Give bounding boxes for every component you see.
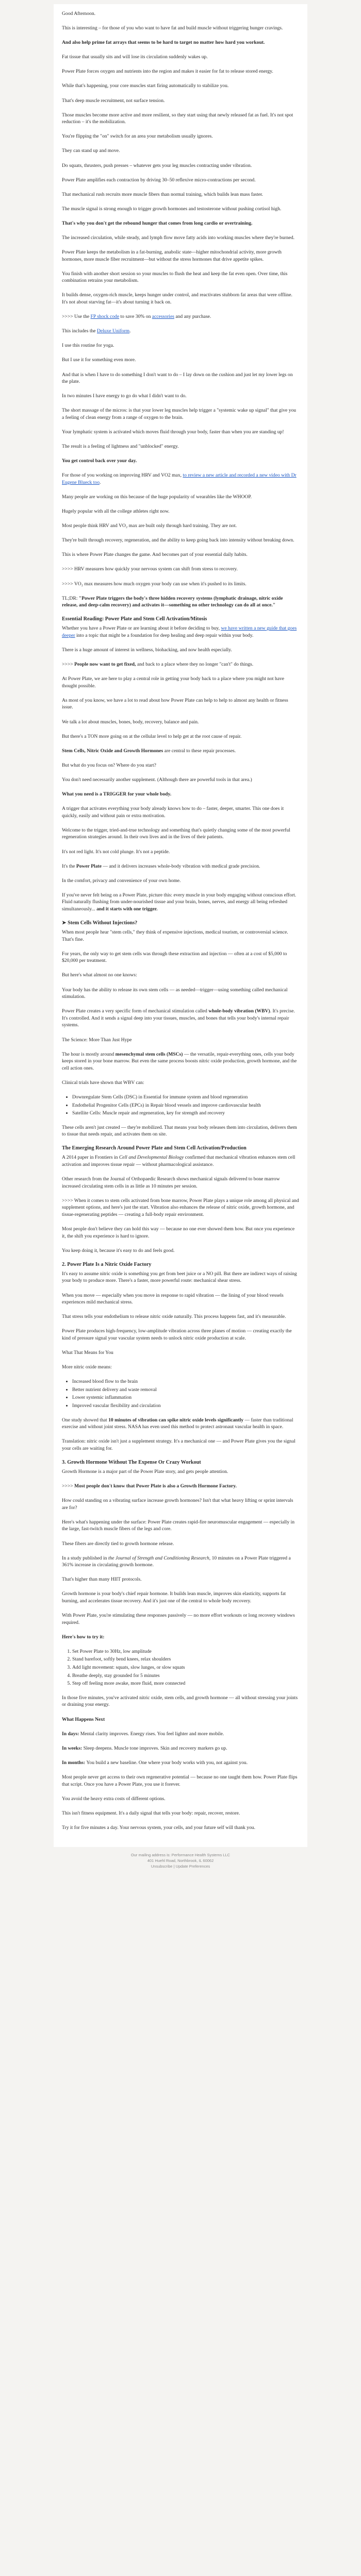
- text: , 10 minutes on a Power Plate triggered a 361% increase in circulating growth hormone.: [62, 1555, 291, 1568]
- text: mesenchymal stem cells (MSCs): [115, 1051, 183, 1057]
- paragraph: >>>> VO₂ max measures how much oxygen your body can use when it's pushed to its limits.: [62, 581, 247, 587]
- bullet-list: [72, 1094, 299, 1117]
- paragraph: What That Means for You: [62, 1350, 113, 1356]
- text: into a topic that might be a foundation for deep healing and deep repair within your body.: [75, 632, 254, 638]
- text: 10 minutes of vibration can spike nitric oxide levels significantly: [108, 1417, 244, 1423]
- paragraph: But there's a TON more going on at the cellular level to help get at the root cause of repair.: [62, 733, 242, 739]
- paragraph: I use this routine for yoga.: [62, 343, 114, 349]
- text: .: [129, 328, 131, 334]
- list-item: • Better nutrient delivery and waste removal: [72, 1386, 299, 1394]
- paragraph: When you move — especially when you move in response to rapid vibration — the lining of your blood vessels experiences mild mechanical stress.: [62, 1292, 284, 1306]
- paragraph: The increased circulation, while steady, and lymph flow move fatty acids into working muscles where they're burned.: [62, 235, 295, 241]
- paragraph: Translation: nitric oxide isn't just a supplement strategy. It's a mechanical one — and Power Plate gives you the signal your cells are waiting for.: [62, 1438, 296, 1451]
- text: confirmed that mechanical vibration enhances stem cell activation and improves tissue repair — without pharmacological assistance.: [62, 1155, 296, 1168]
- paragraph: That mechanical rush recruits more muscle fibers than normal training, which builds lean mass faster.: [62, 191, 264, 197]
- paragraph: Many people are working on this because of the huge popularity of wearables like the WHOOP.: [62, 494, 252, 500]
- text: One study showed that: [62, 1417, 109, 1423]
- paragraph: Clinical trials have shown that WBV can:: [62, 1079, 144, 1086]
- paragraph: Do squats, thrusters, push presses – whatever gets your leg muscles contracting under vibration.: [62, 162, 252, 168]
- paragraph: [62, 328, 299, 335]
- paragraph: [62, 1008, 299, 1029]
- paragraph: You avoid the heavy extra costs of different options.: [62, 1795, 166, 1802]
- paragraph: There is a huge amount of interest in wellness, biohacking, and now health especially.: [62, 647, 232, 653]
- numbered-list: [72, 1648, 299, 1687]
- text: People now want to get fixed,: [74, 662, 136, 668]
- bullet-list: [72, 1378, 299, 1409]
- paragraph: [62, 625, 299, 639]
- paragraph: In the comfort, privacy and convenience of your own home.: [62, 877, 181, 884]
- paragraph: A trigger that activates everything your body already knows how to do – faster, deeper, smarter. This one does it quickly, easily and without pain or extra motivation.: [62, 806, 284, 819]
- text: Cell and Developmental Biology: [119, 1155, 184, 1161]
- paragraph: The short massage of the micros: is that your lower leg muscles help trigger a "systemic wake up signal" that give you a feeling of clean energy from a range of oxygen to the brain.: [62, 408, 297, 420]
- paragraph: You keep doing it, because it's easy to do and feels good.: [62, 1247, 175, 1253]
- text: In days:: [62, 1731, 80, 1737]
- paragraph: [62, 892, 299, 913]
- paragraph: That's higher than many HIIT protocols.: [62, 1577, 142, 1583]
- paragraph: The Science: More Than Just Hype: [62, 1037, 132, 1043]
- section-heading: The Emerging Research Around Power Plate and Stem Cell Activation/Production: [62, 1145, 247, 1151]
- paragraph: [62, 1555, 299, 1569]
- paragraph: These fibers are directly tied to growth hormone release.: [62, 1540, 174, 1547]
- paragraph: They can stand up and move.: [62, 148, 120, 154]
- paragraph: Power Plate amplifies each contraction by driving 30–50 reflexive micro-contractions per second.: [62, 177, 256, 183]
- paragraph: [62, 472, 299, 486]
- paragraph: Fat tissue that usually sits and will lose its circulation suddenly wakes up.: [62, 54, 208, 60]
- paragraph: [62, 595, 299, 609]
- paragraph: And also help prime fat arrays that seems to be hard to target no matter how hard you workout.: [62, 40, 265, 46]
- text: Most people don't know that Power Plate is also a Growth Hormone Factory.: [74, 1483, 237, 1489]
- paragraph: [62, 1745, 299, 1752]
- paragraph: This is where Power Plate changes the game. And becomes part of your essential daily habits.: [62, 552, 248, 558]
- list-item: • Downregulate Stem Cells (DSC) in Essential for immune system and blood regeneration: [72, 1094, 299, 1101]
- paragraph: [62, 1417, 299, 1431]
- paragraph: That's deep muscle recruitment, not surface tension.: [62, 97, 165, 104]
- paragraph: Most people never get access to their own regenerative potential — because no one taught them how. Power Plate flips that script. Once you have a Power Plate, you use it forever.: [62, 1774, 298, 1787]
- paragraph: You're flipping the "on" switch for an area your metabolism usually ignores.: [62, 133, 213, 140]
- email-footer: [0, 1852, 361, 1869]
- paragraph: More nitric oxide means:: [62, 1364, 112, 1370]
- section-heading: Essential Reading: Power Plate and Stem Cell Activation/Mitosis: [62, 616, 207, 622]
- paragraph: Those muscles become more active and more resilient, so they start using that newly released fat as fuel. It's not spot reduction – it's the mobilization.: [62, 112, 293, 125]
- paragraph: Welcome to the trigger, tried-and-true technology and something that's quietly changing some of the most powerful regeneration strategies around. In their own lives and in the lives of their patients.: [62, 827, 290, 840]
- paragraph: While that's happening, your core muscles start firing automatically to stabilize you.: [62, 83, 229, 89]
- text: This includes the: [62, 328, 97, 334]
- paragraph: That stress tells your endothelium to release nitric oxide naturally. This process happens fast, and it's measurable.: [62, 1314, 286, 1320]
- footer-address: Our mailing address is: Performance Health Systems LLC: [130, 1852, 231, 1857]
- promo-code-link[interactable]: FP shock code: [90, 314, 120, 320]
- list-item: 2. Stand barefoot, softly bend knees, relax shoulders: [72, 1656, 299, 1663]
- paragraph: Growth hormone is your body's chief repair hormone. It builds lean muscle, improves skin elasticity, supports fat burning, and accelerates tissue recovery. And it's just one of the central to whole body recovery.: [62, 1591, 286, 1604]
- list-item: 5. Step off feeling more awake, more fluid, more connected: [72, 1680, 299, 1687]
- tldr-text: "Power Plate triggers the body's three hidden recovery systems (lymphatic drainage, nitric oxide release, and deep-calm recovery) and activates it—something no other technology can do all at once.": [62, 595, 283, 608]
- text: For those of you working on improving HRV and VO2 max,: [62, 472, 183, 479]
- paragraph: It builds dense, oxygen-rich muscle, keeps hunger under control, and reactivates stubborn fat areas that were offline. It's not about starving fat—it's about turning it back on.: [62, 292, 292, 306]
- text: >>>>: [62, 1483, 75, 1489]
- text: TL;DR:: [62, 595, 79, 601]
- list-item: • Improved vascular flexibility and circulation: [72, 1402, 299, 1410]
- paragraph: Power Plate produces high-frequency, low-amplitude vibration across three planes of motion — creating exactly the kind of pressure signal your vascular system needs to unlock nitric oxide production at scale.: [62, 1328, 292, 1341]
- text: If you've never felt being on a Power Plate, picture this: every muscle in your body engaging without conscious effort. Fluid naturally flushing from under-nourished tissue and your brain, bones, nerves, and energy all being refreshed simultaneously...: [62, 892, 297, 912]
- paragraph: Your body has the ability to release its own stem cells — as needed—trigger—using something called mechanical stimulation.: [62, 987, 288, 1000]
- text: Power Plate creates a very specific form of mechanical stimulation called: [62, 1008, 209, 1014]
- paragraph: Other research from the Journal of Orthopaedic Research shows mechanical signals delivered to bone marrow increased circulating stem cells in as little as 10 minutes per session.: [62, 1176, 280, 1189]
- paragraph: You finish with another short session so your muscles to flush the heat and keep the fat even open. Over time, this combination retrains your metabolism.: [62, 270, 288, 284]
- paragraph: As most of you know, we have a lot to read about how Power Plate can help to help to almost any health or fitness issue.: [62, 697, 288, 710]
- email-body: [54, 4, 307, 1847]
- accessories-link[interactable]: accessories: [152, 314, 174, 320]
- paragraph: This is interesting – for those of you who want to have fat and build muscle without triggering hunger cravings.: [62, 25, 283, 31]
- paragraph: [62, 748, 299, 755]
- text: In weeks:: [62, 1745, 84, 1751]
- paragraph: [62, 661, 299, 668]
- paragraph: Most people think HRV and VO₂ max are built only through hard training. They are not.: [62, 523, 237, 529]
- text: are central to these repair processes.: [163, 748, 236, 754]
- paragraph: We talk a lot about muscles, bones, body, recovery, balance and pain.: [62, 719, 199, 725]
- text: The hour is mostly around: [62, 1051, 116, 1057]
- text: — faster than traditional exercise and without joint stress. NASA has even used this method to protect astronaut vascular health in space.: [62, 1417, 293, 1430]
- paragraph: Your lymphatic system is activated which moves fluid through your body, faster than when you are standing up!: [62, 429, 284, 435]
- paragraph: Hugely popular with all the college athletes right now.: [62, 509, 170, 515]
- paragraph: >>>> HRV measures how quickly your nervous system can shift from stress to recovery.: [62, 566, 238, 572]
- section-heading: 3. Growth Hormone Without The Expense Or Crazy Workout: [62, 1459, 201, 1465]
- text: and back to a place where they no longer "can't" do things.: [136, 662, 254, 668]
- paragraph: What you need is a TRIGGER for your whole body.: [62, 791, 172, 798]
- text: Whether you have a Power Plate or are learning about it before deciding to buy,: [62, 625, 221, 632]
- text: A 2014 paper in Frontiers in: [62, 1155, 119, 1161]
- section-heading: What Happens Next: [62, 1716, 105, 1722]
- paragraph: These cells aren't just created — they're mobilized. That means your body releases them into circulation, delivers them to tissue that needs repair, and activates them on site.: [62, 1124, 297, 1138]
- paragraph: [62, 863, 299, 870]
- list-item: • Endothelial Progenitor Cells (EPCs) in Repair blood vessels and improve cardiovascular health: [72, 1102, 299, 1109]
- greeting: Good Afternoon.: [62, 11, 96, 16]
- text: — the versatile, repair-everything ones, cells your body keeps stored in your bone marrow. But even the same process boosts nitric oxide production, growth hormone, and the cell action ones.: [62, 1051, 297, 1071]
- paragraph: Power Plate keeps the metabolism in a fat-burning, anabolic state—higher mitochondrial activity, more growth hormones, more muscle fiber recruitment—but without the stress hormones that drive appetite spikes.: [62, 249, 282, 262]
- paragraph: Try it for five minutes a day. Your nervous system, your cells, and your future self will thank you.: [62, 1824, 255, 1831]
- paragraph: At Power Plate, we are here to play a central role in getting your body back to a place where you might not have thought possible.: [62, 676, 285, 689]
- paragraph: In two minutes I have energy to go do what I didn't want to do.: [62, 393, 187, 399]
- list-item: • Lower systemic inflammation: [72, 1394, 299, 1401]
- paragraph: They're built through recovery, regeneration, and the ability to keep going back into intensity without breaking down.: [62, 537, 294, 544]
- paragraph: Power Plate forces oxygen and nutrients into the region and makes it easier for fat to release stored energy.: [62, 69, 273, 75]
- paragraph: [62, 1483, 299, 1490]
- section-heading: Here's how to try it:: [62, 1634, 105, 1640]
- paragraph: But here's what almost no one knows:: [62, 972, 137, 978]
- text: It's the: [62, 863, 76, 869]
- paragraph: Here's what's happening under the surface: Power Plate creates rapid-fire neuromuscular engagement — especially in the large, fast-twitch muscle fibers of the legs and core.: [62, 1519, 294, 1532]
- list-item: 1. Set Power Plate to 30Hz, low amplitude: [72, 1648, 299, 1655]
- paragraph: The muscle signal is strong enough to trigger growth hormones and testosterone without pushing cortisol high.: [62, 206, 282, 212]
- paragraph: You don't need necessarily another supplement. (Although there are powerful tools in that area.): [62, 776, 252, 783]
- text: >>>>: [62, 662, 75, 668]
- text: In months:: [62, 1759, 87, 1766]
- text: You build a new baseline. One where your body works with you, not against you.: [86, 1759, 248, 1766]
- text: Sleep deepens. Muscle tone improves. Skin and recovery markers go up.: [83, 1745, 227, 1751]
- text: . It's precise. It's controlled. And it sends a signal deep into your tissues, muscles, and bones that tells your body's internal repair systems.: [62, 1008, 295, 1028]
- article-video-link[interactable]: to review a new article and recorded a new video with Dr Eugene Blueck too: [62, 472, 297, 485]
- section-heading: You get control back over your day.: [62, 458, 137, 464]
- paragraph: For years, the only way to get stem cells was through these extraction and injection — often at a cost of $5,000 to $20,000 per treatment.: [62, 951, 287, 964]
- footer-links[interactable]: Unsubscribe | Update Preferences: [151, 1863, 210, 1869]
- text: and any purchase.: [174, 314, 211, 320]
- paragraph: [62, 1759, 299, 1767]
- list-item: • Increased blood flow to the brain: [72, 1378, 299, 1385]
- text: — and it delivers increases whole-body vibration with medical grade precision.: [101, 863, 260, 869]
- text: Stem Cells, Nitric Oxide and Growth Hormones: [62, 748, 163, 754]
- paragraph: And that is when I have to do something I don't want to do – I lay down on the cushion and just let my lower legs on the plate.: [62, 371, 293, 385]
- section-heading: ➤ Stem Cells Without Injections?: [62, 920, 138, 926]
- text: In a study published in: [62, 1555, 108, 1561]
- text: to save 30% on: [119, 314, 152, 320]
- text: whole-body vibration (WBV): [208, 1008, 270, 1014]
- deluxe-uniform-link[interactable]: Deluxe Uniform: [96, 328, 130, 334]
- text: .: [100, 479, 101, 485]
- paragraph: [62, 313, 299, 320]
- text: Mental clarity improves. Energy rises. You feel lighter and more mobile.: [80, 1731, 224, 1737]
- paragraph: That's why you don't get the rebound hunger that comes from long cardio or overtraining.: [62, 220, 253, 226]
- paragraph: [62, 1154, 299, 1168]
- paragraph: It's not red light. It's not cold plunge. It's not a peptide.: [62, 849, 170, 855]
- paragraph: Growth Hormone is a major part of the Power Plate story, and gets people attention.: [62, 1468, 228, 1475]
- paragraph: But I use it for something even more.: [62, 357, 136, 363]
- section-heading: 2. Power Plate Is a Nitric Oxide Factory: [62, 1261, 152, 1267]
- paragraph: [62, 1051, 299, 1072]
- text: >>>> Use the: [62, 314, 91, 320]
- paragraph: But what do you focus on? Where do you start?: [62, 762, 156, 768]
- paragraph: How could standing on a vibrating surface increase growth hormones? Isn't that what heavy lifting or sprint intervals are for?: [62, 1498, 293, 1511]
- text: Power Plate: [76, 863, 102, 869]
- paragraph: This isn't fitness equipment. It's a daily signal that tells your body: repair, recover, restore.: [62, 1810, 240, 1816]
- paragraph: With Power Plate, you're stimulating these responses passively — no more effort workouts or long recovery windows required.: [62, 1613, 295, 1625]
- paragraph: >>>> When it comes to stem cells activated from bone marrow, Power Plate plays a unique role among all physical and supplement options, and here's just the start. Vibration also enhances the release of nitric oxide, growth hormone, and tissue-regenerating peptides — creating a full-body repair environment.: [62, 1197, 299, 1217]
- list-item: 3. Add light movement: squats, slow lunges, or slow squats: [72, 1664, 299, 1671]
- paragraph: When most people hear "stem cells," they think of expensive injections, medical tourism, or controversial science. That's fine.: [62, 929, 288, 942]
- paragraph: [62, 1731, 299, 1738]
- text: and it starts with one trigger.: [96, 906, 158, 912]
- paragraph: It's easy to assume nitric oxide is something you get from beet juice or a NO pill. But there are indirect ways of raising your body to produce more. There's a faster, more powerful route: mechanical shear stress.: [62, 1270, 297, 1284]
- list-item: 4. Breathe deeply, stay grounded for 5 minutes: [72, 1672, 299, 1680]
- paragraph: Most people don't believe they can hold this way — because no one ever showed them how. But once you experience it, the shift you experience is hard to ignore.: [62, 1226, 295, 1239]
- footer-address: 401 Huehl Road, Northbrook, IL 60062: [147, 1858, 214, 1863]
- paragraph: The result is a feeling of lightness and "unblocked" energy.: [62, 444, 179, 450]
- text: the Journal of Strength and Conditioning Research: [108, 1555, 209, 1561]
- guide-link[interactable]: we have written a new guide that goes deeper: [62, 625, 297, 638]
- paragraph: In those five minutes, you've activated nitric oxide, stem cells, and growth hormone — all without stressing your joints or draining your energy.: [62, 1694, 298, 1708]
- list-item: • Satellite Cells: Muscle repair and regeneration, key for strength and recovery: [72, 1110, 299, 1117]
